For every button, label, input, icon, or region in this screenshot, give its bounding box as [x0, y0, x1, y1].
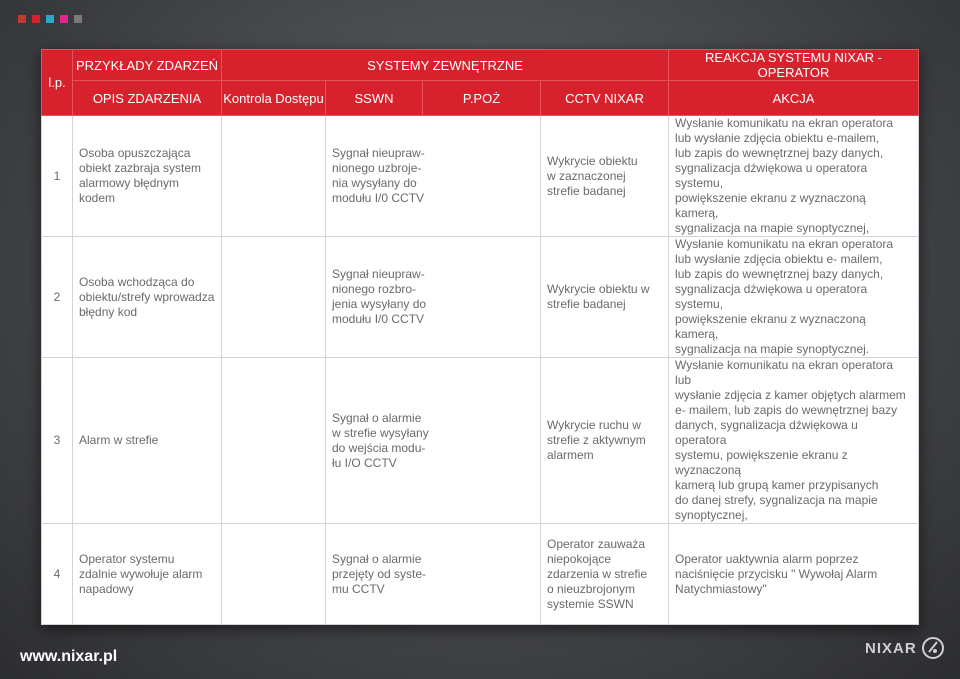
- header-access-control: Kontrola Dostępu: [222, 81, 326, 116]
- header-cctv: CCTV NIXAR: [541, 81, 669, 116]
- row-access: [222, 116, 326, 237]
- row-access: [222, 524, 326, 625]
- row-title: Alarm w strefie: [73, 358, 222, 524]
- row-sswn-signal: Sygnał nieupraw- nionego rozbro- jenia wysyłany do modułu I/0 CCTV: [326, 237, 541, 358]
- header-row-2: [42, 81, 919, 116]
- header-lp: l.p.: [42, 50, 73, 116]
- header-action: AKCJA: [669, 81, 919, 116]
- brand-name: NIXAR: [865, 639, 917, 657]
- header-description: OPIS ZDARZENIA: [73, 81, 222, 116]
- row-action: Operator uaktywnia alarm poprzez naciśnięcie przycisku " Wywołaj Alarm Natychmiastowy": [669, 524, 919, 625]
- accent-dot: [32, 15, 40, 23]
- accent-dot: [18, 15, 26, 23]
- row-number: 2: [42, 237, 73, 358]
- row-number: 4: [42, 524, 73, 625]
- row-access: [222, 358, 326, 524]
- header-row-1: [42, 50, 919, 81]
- row-cctv: Wykrycie ruchu w strefie z aktywnym alarmem: [541, 358, 669, 524]
- table-row: [42, 237, 919, 358]
- header-ppoz: P.POŻ: [423, 81, 541, 116]
- header-reaction: REAKCJA SYSTEMU NIXAR - OPERATOR: [669, 50, 919, 81]
- header-sswn: SSWN: [326, 81, 423, 116]
- row-sswn-signal: Sygnał o alarmie przejęty od syste- mu CCTV: [326, 524, 541, 625]
- row-title: Operator systemu zdalnie wywołuje alarm napadowy: [73, 524, 222, 625]
- brand-logo: [865, 636, 945, 660]
- table-row: [42, 524, 919, 625]
- events-table: [41, 49, 919, 625]
- row-number: 3: [42, 358, 73, 524]
- row-action: Wysłanie komunikatu na ekran operatora lub wysłanie zdjęcia z kamer objętych alarmem e- mailem, lub zapis do wewnętrznej bazy danych, sygnalizacja dźwiękowa u operatora systemu, powiększenie ekranu z wyznaczoną kamerą lub grupą kamer przypisanych do danej strefy, sygnalizacja na mapie synoptycznej,: [669, 358, 919, 524]
- header-examples: PRZYKŁADY ZDARZEŃ: [73, 50, 222, 81]
- logo-mark-icon: [921, 636, 945, 660]
- accent-dot: [60, 15, 68, 23]
- row-action: Wysłanie komunikatu na ekran operatora lub wysłanie zdjęcia obiektu e-mailem, lub zapis do wewnętrznej bazy danych, sygnalizacja dźwiękowa u operatora systemu, powiększenie ekranu z wyznaczoną kamerą, sygnalizacja na mapie synoptycznej,: [669, 116, 919, 237]
- row-sswn-signal: Sygnał nieupraw- nionego uzbroje- nia wysyłany do modułu I/0 CCTV: [326, 116, 541, 237]
- row-action: Wysłanie komunikatu na ekran operatora lub wysłanie zdjęcia obiektu e- mailem, lub zapis do wewnętrznej bazy danych, sygnalizacja dźwiękowa u operatora systemu, powiększenie ekranu z wyznaczoną kamerą, sygnalizacja na mapie synoptycznej.: [669, 237, 919, 358]
- row-cctv: Wykrycie obiektu w strefie badanej: [541, 237, 669, 358]
- accent-dot: [46, 15, 54, 23]
- row-sswn-signal: Sygnał o alarmie w strefie wysyłany do wejścia modu- łu I/O CCTV: [326, 358, 541, 524]
- row-title: Osoba wchodząca do obiektu/strefy wprowadza błędny kod: [73, 237, 222, 358]
- table-row: [42, 116, 919, 237]
- accent-dot: [74, 15, 82, 23]
- row-number: 1: [42, 116, 73, 237]
- accent-dots: [18, 15, 82, 23]
- header-external-systems: SYSTEMY ZEWNĘTRZNE: [222, 50, 669, 81]
- row-title: Osoba opuszczająca obiekt zazbraja system alarmowy błędnym kodem: [73, 116, 222, 237]
- row-cctv: Operator zauważa niepokojące zdarzenia w strefie o nieuzbrojonym systemie SSWN: [541, 524, 669, 625]
- website-link[interactable]: www.nixar.pl: [20, 648, 118, 665]
- table-row: [42, 358, 919, 524]
- row-access: [222, 237, 326, 358]
- row-cctv: Wykrycie obiektu w zaznaczonej strefie badanej: [541, 116, 669, 237]
